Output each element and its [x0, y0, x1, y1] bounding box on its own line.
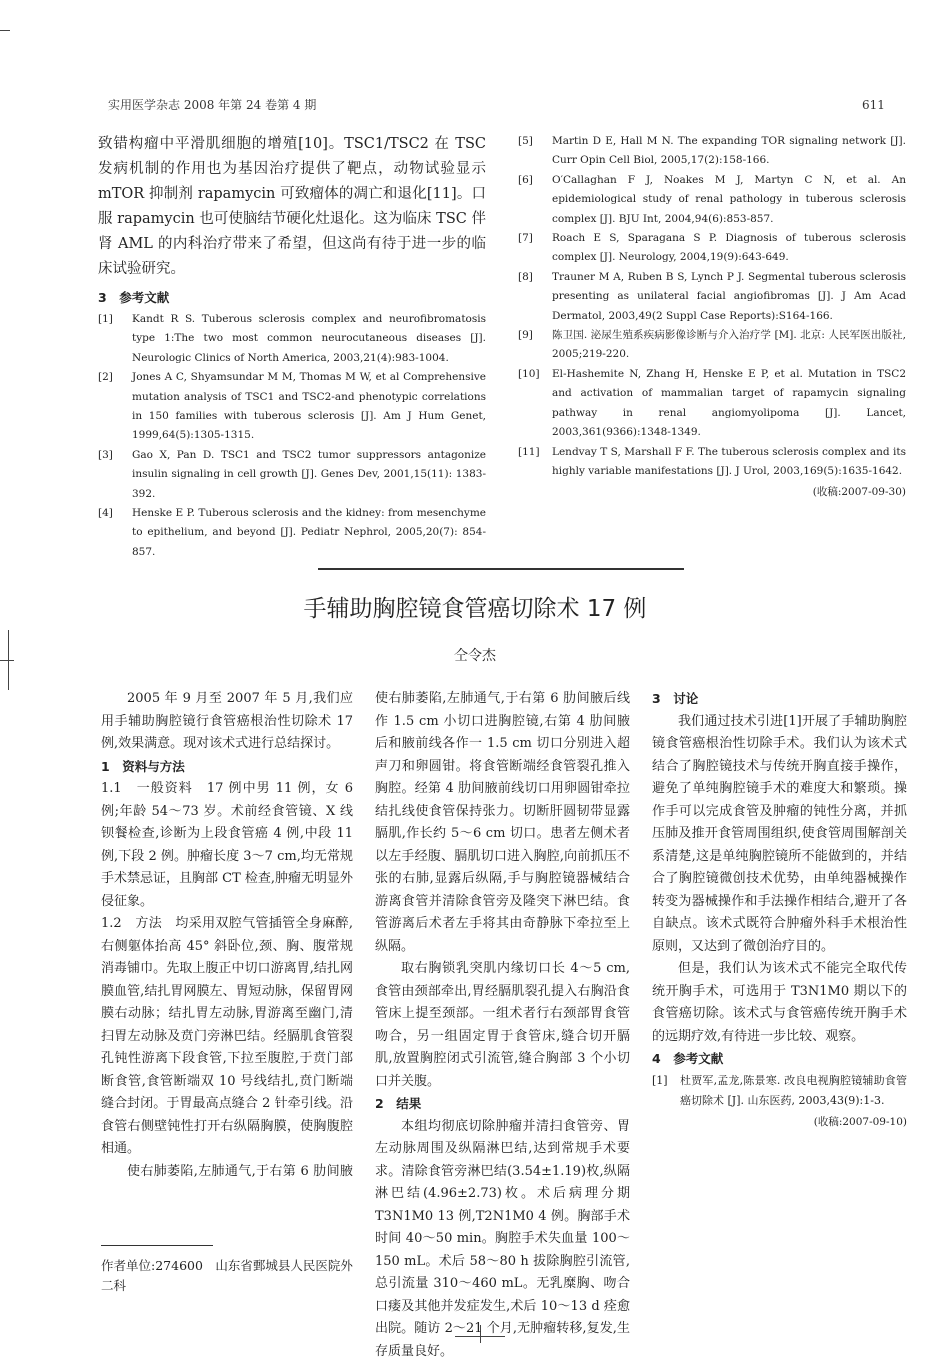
- neck-paragraph: 取右胸锁乳突肌内缘切口长 4～5 cm,食管由颈部牵出,胃经膈肌裂孔提入右胸沿食管床上提至颈部。一组术者行右颈部胃食管吻合，另一组固定胃于食管床,缝合切开膈肌,放置胸腔闭式引流管,缝合胸部 3 个小切口并关腹。: [375, 958, 630, 1093]
- crop-mark: [8, 630, 9, 690]
- reference-text: Gao X, Pan D. TSC1 and TSC2 tumor suppressors antagonize insulin signaling in cell growth [J]. Genes Dev, 2001,15(11): 1383-392.: [132, 446, 486, 504]
- reference-text: Henske E P. Tuberous sclerosis and the kidney: from mesenchyme to epithelium, and beyond [J]. Pediatr Nephrol, 2005,20(7): 854-857.: [132, 504, 486, 562]
- reference-number: [8]: [518, 268, 552, 326]
- article-column-3: [652, 688, 907, 1133]
- article-column-2: [375, 688, 630, 1363]
- crop-mark: [0, 660, 14, 661]
- reference-text: O′Callaghan F J, Noakes M J, Martyn C N, et al. An epidemiological study of renal pathology in tuberous sclerosis complex [J]. BJU Int, 2004,94(6):853-857.: [552, 171, 906, 229]
- reference-text: 杜贾军,孟龙,陈景寒. 改良电视胸腔镜辅助食管癌切除术 [J]. 山东医药, 2003,43(9):1-3.: [680, 1071, 907, 1111]
- reference-number: [10]: [518, 365, 552, 443]
- section-1-1: 1.1 一般资料 17 例中男 11 例，女 6 例;年龄 54～73 岁。术前经食管镜、X 线钡餐检查,诊断为上段食管癌 4 例,中段 11 例,下段 2 例。肿瘤长度 3～7 cm,均无常规手术禁忌证，且胸部 CT 检查,肿瘤无明显外侵征象。: [101, 778, 353, 913]
- page-number: 611: [862, 98, 885, 112]
- reference-text: Trauner M A, Ruben B S, Lynch P J. Segmental tuberous sclerosis presenting as unilateral facial angiofibromas [J]. J Am Acad Dermatol, 2003,49(2 Suppl Case Reports):S164-166.: [552, 268, 906, 326]
- reference-item: [652, 1071, 907, 1111]
- reference-text: Martin D E, Hall M N. The expanding TOR signaling network [J]. Curr Opin Cell Biol, 2005,17(2):158-166.: [552, 132, 906, 171]
- section-1-2: 1.2 方法 均采用双腔气管插管全身麻醉,右侧躯体抬高 45° 斜卧位,颈、胸、腹常规消毒铺巾。先取上腹正中切口游离胃,结扎网膜血管,结扎胃网膜左、胃短动脉，保留胃网膜右动脉；结扎胃左动脉,胃游离至幽门,清扫胃左动脉及贲门旁淋巴结。经膈肌食管裂孔钝性游离下段食管,下拉至腹腔,于贲门部断食管,食管断端双 10 号线结扎,贲门断端缝合封闭。于胃最高点缝合 2 针牵引线。沿食管右侧壁钝性打开右纵隔胸膜，使胸腹腔相通。: [101, 913, 353, 1161]
- reference-item: [98, 446, 486, 504]
- article-column-1: [101, 688, 353, 1183]
- reference-text: Kandt R S. Tuberous sclerosis complex and neurofibromatosis type 1:The two most common neurocutaneous diseases [J]. Neurologic Clinics of North America, 2003,21(4):983-1004.: [132, 310, 486, 368]
- reference-item: [518, 326, 906, 365]
- reference-item: [518, 268, 906, 326]
- reference-item: [518, 443, 906, 482]
- reference-number: [9]: [518, 326, 552, 365]
- reference-text: 陈卫国. 泌尿生殖系疾病影像诊断与介入治疗学 [M]. 北京: 人民军医出版社, 2005;219-220.: [552, 326, 906, 365]
- references-heading: 3 参考文献: [98, 288, 486, 306]
- crop-mark: [0, 30, 10, 31]
- intro-paragraph: 2005 年 9 月至 2007 年 5 月,我们应用手辅助胸腔镜行食管癌根治性切除术 17 例,效果满意。现对该术式进行总结探讨。: [101, 688, 353, 756]
- section-3-heading: 3 讨论: [652, 688, 907, 711]
- reference-list: [98, 310, 486, 562]
- reference-number: [11]: [518, 443, 552, 482]
- reference-item: [518, 171, 906, 229]
- reference-number: [1]: [652, 1071, 680, 1111]
- reference-number: [1]: [98, 310, 132, 368]
- reference-number: [6]: [518, 171, 552, 229]
- article-divider: [318, 568, 684, 570]
- closing-paragraph: 致错构瘤中平滑肌细胞的增殖[10]。TSC1/TSC2 在 TSC 发病机制的作用也为基因治疗提供了靶点，动物试验显示 mTOR 抑制剂 rapamycin 可致瘤体的凋亡和退化[11]。口服 rapamycin 也可使脑结节硬化灶退化。这为临床 TSC 伴肾 AML 的内科治疗带来了希望，但这尚有待于进一步的临床试验研究。: [98, 132, 486, 282]
- section-4-heading: 4 参考文献: [652, 1048, 907, 1071]
- reference-item: [98, 310, 486, 368]
- reference-item: [98, 368, 486, 446]
- reference-item: [518, 132, 906, 171]
- reference-text: Jones A C, Shyamsundar M M, Thomas M W, et al Comprehensive mutation analysis of TSC1 and TSC2-and phenotypic correlations in 150 families with tuberous sclerosis [J]. Am J Hum Genet, 1999,64(5):1305-1315.: [132, 368, 486, 446]
- article-title: 手辅助胸腔镜食管癌切除术 17 例: [200, 590, 750, 623]
- discussion-paragraph-2: 但是，我们认为该术式不能完全取代传统开胸手术，可选用于 T3N1M0 期以下的食管癌切除。该术式与食管癌传统开胸手术的远期疗效,有待进一步比较、观察。: [652, 958, 907, 1048]
- reference-item: [518, 229, 906, 268]
- discussion-paragraph-1: 我们通过技术引进[1]开展了手辅助胸腔镜食管癌根治性切除手术。我们认为该术式结合了胸腔镜技术与传统开胸直接手操作，避免了单纯胸腔镜手术的难度大和繁琐。操作手可以完成食管及肿瘤的钝性分离，并抓压肺及推开食管周围组织,使食管周围解剖关系清楚,这是单纯胸腔镜所不能做到的，并结合了胸腔镜微创技术优势，由单纯器械操作转变为器械操作和手法操作相结合,避开了各自缺点。该术式既符合肿瘤外科手术根治性原则，又达到了微创治疗目的。: [652, 711, 907, 959]
- running-header: 实用医学杂志 2008 年第 24 卷第 4 期: [108, 96, 316, 113]
- reference-text: Lendvay T S, Marshall F F. The tuberous sclerosis complex and its highly variable manifestations [J]. J Urol, 2003,169(5):1635-1642.: [552, 443, 906, 482]
- previous-article-left: [98, 132, 486, 562]
- section-2-heading: 2 结果: [375, 1093, 630, 1116]
- reference-number: [2]: [98, 368, 132, 446]
- reference-item: [98, 504, 486, 562]
- reference-number: [7]: [518, 229, 552, 268]
- reference-number: [3]: [98, 446, 132, 504]
- received-date: (收稿:2007-09-30): [518, 483, 906, 502]
- reference-text: El-Hashemite N, Zhang H, Henske E P, et al. Mutation in TSC2 and activation of mammalian target of rapamycin signaling pathway in renal angiomyolipoma [J]. Lancet, 2003,361(9366):1348-1349.: [552, 365, 906, 443]
- section-1-heading: 1 资料与方法: [101, 756, 353, 779]
- article-author: 仝令杰: [400, 645, 550, 665]
- reference-item: [518, 365, 906, 443]
- received-date: (收稿:2007-09-10): [652, 1111, 907, 1134]
- footnote-rule: [101, 1245, 213, 1246]
- reference-number: [5]: [518, 132, 552, 171]
- lung-paragraph-continued: 使右肺萎陷,左肺通气,于右第 6 肋间腋后线作 1.5 cm 小切口进胸腔镜,右第 4 肋间腋后和腋前线各作一 1.5 cm 切口分别进入超声刀和卵圆钳。将食管断端经食管裂孔推入胸腔。经第 4 肋间腋前线切口用卵圆钳牵拉结扎线使食管保持张力。切断肝圆韧带显露膈肌,作长约 5～6 cm 切口。患者左侧术者以左手经腹、膈肌切口进入胸腔,向前抓压不张的右肺,显露后纵隔,手与胸腔镜器械结合游离食管并清除食管旁及隆突下淋巴结。食管游离后术者左手将其由奇静脉下牵拉至上纵隔。: [375, 688, 630, 958]
- results-paragraph: 本组均彻底切除肿瘤并清扫食管旁、胃左动脉周围及纵隔淋巴结,达到常规手术要求。清除食管旁淋巴结(3.54±1.19)枚,纵隔淋巴结(4.96±2.73)枚。术后病理分期 T3N1M0 13 例,T2N1M0 4 例。胸部手术时间 40～50 min。胸腔手术失血量 100～150 mL。术后 58～80 h 拔除胸腔引流管,总引流量 310～460 mL。无乳糜胸、吻合口瘘及其他并发症发生,术后 10～13 d 痊愈出院。随访 2～21 个月,无肿瘤转移,复发,生存质量良好。: [375, 1116, 630, 1363]
- reference-text: Roach E S, Sparagana S P. Diagnosis of tuberous sclerosis complex [J]. Neurology, 2004,19(9):643-649.: [552, 229, 906, 268]
- reference-number: [4]: [98, 504, 132, 562]
- author-affiliation: 作者单位:274600 山东省鄄城县人民医院外二科: [101, 1256, 353, 1296]
- lung-paragraph: 使右肺萎陷,左肺通气,于右第 6 肋间腋: [101, 1161, 353, 1183]
- previous-article-right: [518, 132, 906, 503]
